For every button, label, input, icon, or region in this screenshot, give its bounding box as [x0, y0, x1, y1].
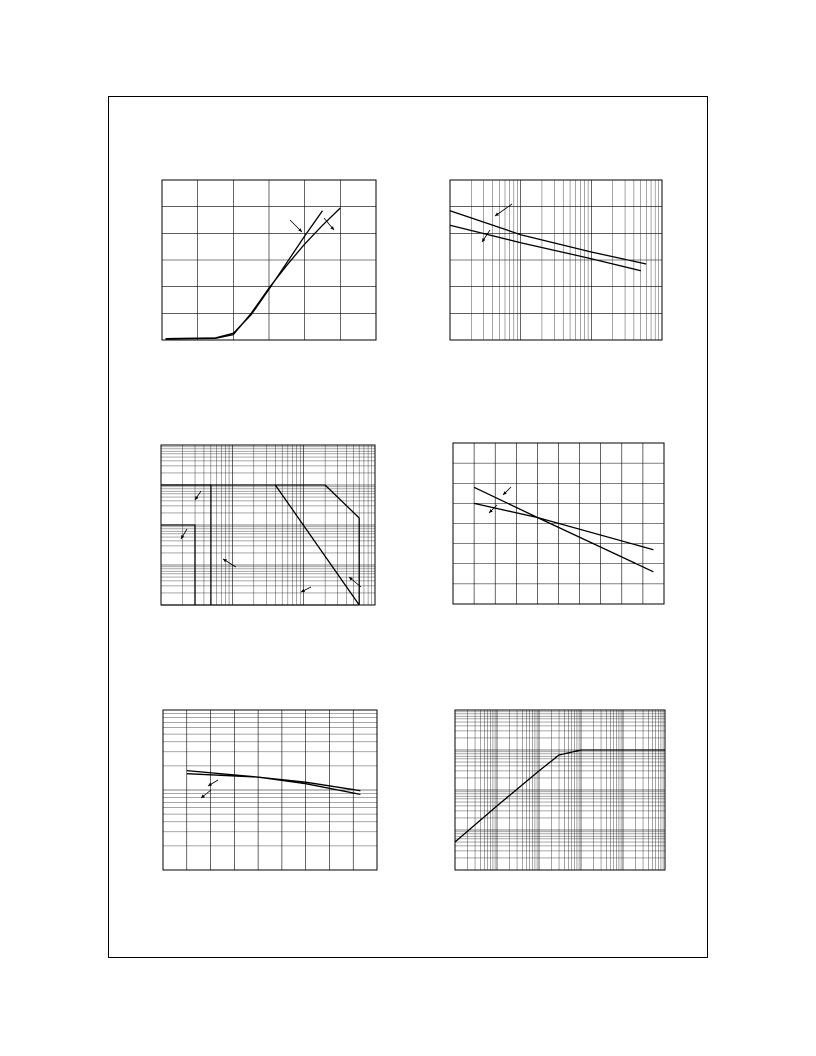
series-line-2: [187, 774, 361, 791]
series-line-1: [187, 771, 361, 795]
series-line-1: [450, 211, 646, 264]
chart-2: [450, 180, 662, 340]
series-line-1: [455, 750, 665, 842]
chart-3: [161, 445, 375, 605]
series-line-4: [161, 485, 359, 605]
annotation-arrowhead: [195, 496, 198, 500]
series-line-1: [474, 487, 653, 572]
series-line-2: [450, 225, 641, 270]
annotation-arrowhead: [495, 213, 499, 216]
series-line-1: [166, 211, 323, 339]
chart-4: [453, 443, 664, 604]
chart-5: [163, 710, 377, 870]
chart-1: [162, 180, 376, 340]
series-line-2: [166, 208, 341, 339]
chart-6: [455, 710, 665, 870]
series-line-2: [474, 503, 653, 549]
series-line-1: [161, 485, 211, 605]
